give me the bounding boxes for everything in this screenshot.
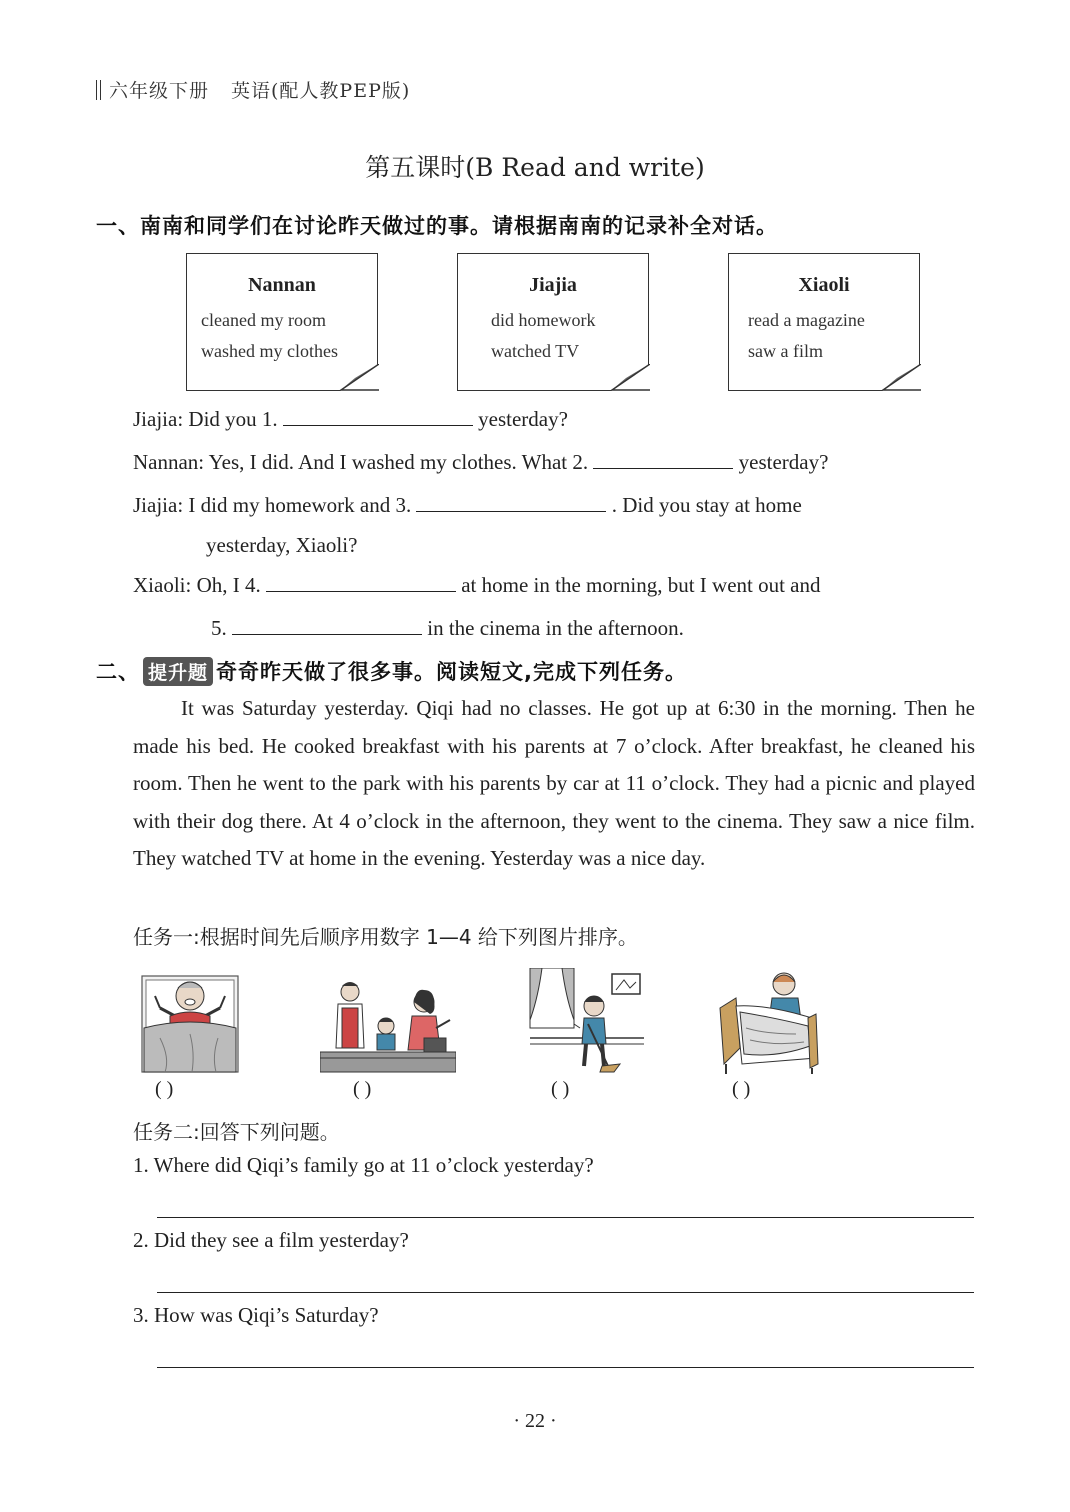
note-line: washed my clothes [201,341,338,361]
dialog-line-1 [133,407,568,432]
dialog-text: 5. [211,616,227,640]
cooking-breakfast-picture [320,968,456,1076]
note-jiajia [457,253,649,391]
dialog-text: Nannan: Yes, I did. And I washed my clothes. What 2. [133,450,589,474]
dialog-text: at home in the morning, but I went out and [461,573,821,597]
answer-line-1[interactable] [157,1217,974,1218]
page-curl-icon [610,364,650,392]
dialog-text: Jiajia: I did my homework and 3. [133,493,412,517]
blank-5[interactable] [232,617,422,635]
section2-title [96,656,687,686]
note-line: did homework [491,310,596,330]
dialog-line-5 [133,573,821,598]
note-line: read a magazine [748,310,865,330]
blank-4[interactable] [266,574,456,592]
advanced-badge: 提升题 [143,657,213,686]
dialog-line-6 [211,616,684,641]
question-2: 2. Did they see a film yesterday? [133,1228,409,1252]
note-name: Nannan [248,274,316,296]
question-1: 1. Where did Qiqi’s family go at 11 o’clock yesterday? [133,1153,594,1177]
answer-line-3[interactable] [157,1367,974,1368]
page-curl-icon [881,364,921,392]
waking-up-picture [140,968,240,1076]
section1-title: 一、南南和同学们在讨论昨天做过的事。请根据南南的记录补全对话。 [96,214,778,238]
sweeping-room-picture [528,968,646,1076]
note-name: Xiaoli [798,274,850,296]
reading-passage: It was Saturday yesterday. Qiqi had no classes. He got up at 6:30 in the morning. Then he made his bed. He cooked breakfast with his parents at 7 o’clock. After breakfast, he cleaned his room. Then he went to the park with his parents by car at 11 o’clock. They had a picnic and played with their dog there. At 4 o’clock in the afternoon, they went to the cinema. They saw a nice film. They watched TV at home in the evening. Yesterday was a nice day. [133,696,975,871]
section2-title-text: 奇奇昨天做了很多事。阅读短文,完成下列任务。 [216,660,687,684]
header-subject: 英语(配人教PEP版) [231,80,411,102]
question-3: 3. How was Qiqi’s Saturday? [133,1303,379,1327]
blank-1[interactable] [283,408,473,426]
header-grade: 六年级下册 [109,80,210,102]
book-header [96,76,410,103]
blank-2[interactable] [593,451,733,469]
section2-prefix: 二、 [96,660,140,684]
header-bar [96,80,101,100]
answer-line-2[interactable] [157,1292,974,1293]
dialog-line-4: yesterday, Xiaoli? [206,533,358,557]
note-xiaoli [728,253,920,391]
dialog-text: Xiaoli: Oh, I 4. [133,573,261,597]
note-line: watched TV [491,341,580,361]
note-nannan [186,253,378,391]
page-number: · 22 · [513,1410,557,1432]
task1-instruction: 任务一:根据时间先后顺序用数字 1—4 给下列图片排序。 [133,925,638,949]
dialog-text: yesterday? [738,450,829,474]
page-curl-icon [339,364,379,392]
answer-paren-2[interactable]: ( ) [353,1078,372,1100]
making-bed-picture [716,968,820,1076]
answer-paren-4[interactable]: ( ) [732,1078,751,1100]
dialog-text: Jiajia: Did you 1. [133,407,278,431]
dialog-text: in the cinema in the afternoon. [427,616,684,640]
dialog-line-3 [133,493,802,518]
dialog-text: yesterday? [478,407,568,431]
dialog-text: . Did you stay at home [611,493,802,517]
answer-paren-1[interactable]: ( ) [155,1078,174,1100]
note-name: Jiajia [529,274,577,296]
lesson-title: 第五课时(B Read and write) [365,153,705,182]
dialog-line-2 [133,450,828,475]
note-line: cleaned my room [201,310,326,330]
task2-instruction: 任务二:回答下列问题。 [133,1120,340,1144]
blank-3[interactable] [416,494,606,512]
answer-paren-3[interactable]: ( ) [551,1078,570,1100]
note-line: saw a film [748,341,823,361]
